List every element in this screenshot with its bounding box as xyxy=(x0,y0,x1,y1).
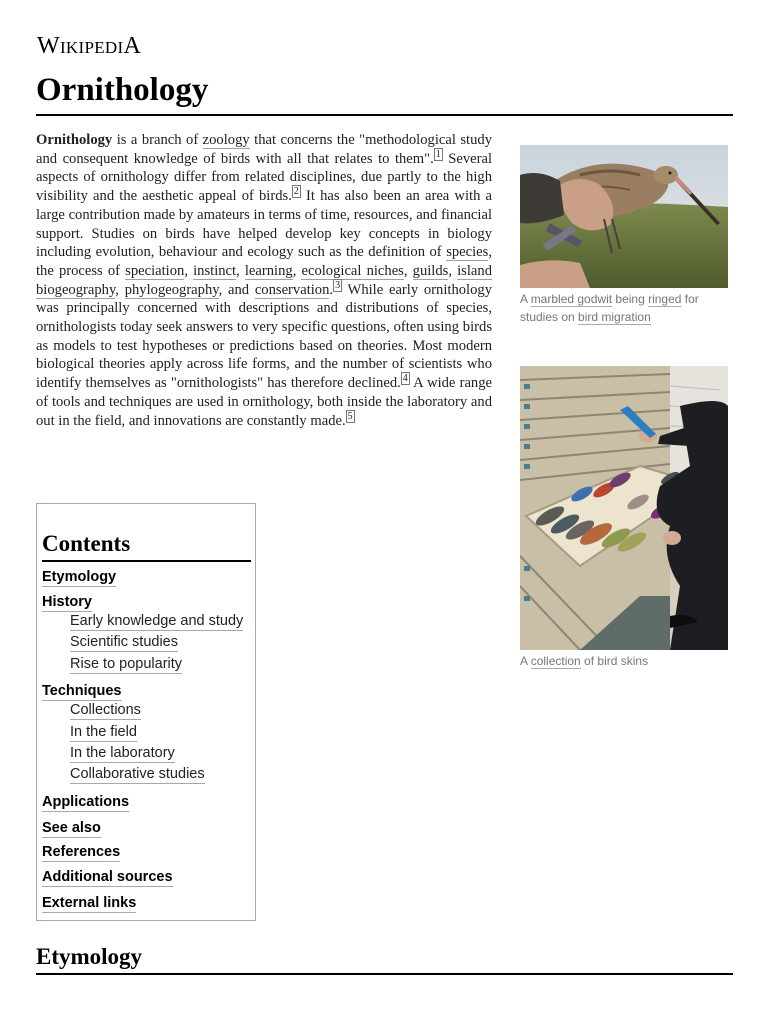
link-ecological-niches[interactable]: ecological niches xyxy=(301,262,404,279)
toc-item-rise-to-popularity[interactable]: Rise to popularity xyxy=(70,656,183,672)
toc-item-external-links[interactable]: External links xyxy=(42,895,137,911)
toc-item-in-the-laboratory[interactable]: In the laboratory xyxy=(70,745,175,761)
skins-caption: A collection of bird skins xyxy=(520,654,649,668)
toc-item-applications[interactable]: Applications xyxy=(42,794,130,810)
wikipedia-wordmark[interactable]: WIKIPEDIA xyxy=(37,33,142,59)
toc-item-scientific-studies[interactable]: Scientific studies xyxy=(70,634,178,650)
table-of-contents xyxy=(36,503,256,921)
link-zoology[interactable]: zoology xyxy=(202,132,250,148)
toc-item-techniques[interactable]: Techniques xyxy=(42,683,122,699)
link-guilds[interactable]: guilds xyxy=(412,262,449,279)
ref-2[interactable]: 2 xyxy=(293,186,299,198)
toc-item-collaborative-studies[interactable]: Collaborative studies xyxy=(70,766,205,782)
intro-paragraph: Ornithology is a branch of zoology that concerns the "methodological study and consequent knowledge of birds with all that relates to them". $^1$ Several aspects of ornithology differ from related disciplines, due partly to the high visibility and the aesthetic appeal of birds. $^2$ It has also been an area with a large contribution made by amateurs in terms of time, resources, and financial support. Studies on birds have helped develop key concepts in biology including evolution, behaviour and ecology such as the definition of species, the process of speciation, instinct, learning, ecological niches, guilds, island biogeography, phylogeography, and conservation. $^3$ While early ornithology was principally concerned with descriptions and distributions of species, ornithologists today seek answers to very specific questions, often using birds as models to test hypotheses or predictions based on theories. Most modern biological theories apply across life forms, and the number of scientists who identify themselves as "ornithologists" has therefore declined. $^4$ A wide range of tools and techniques are used in ornithology, both inside the laboratory and out in the field, and innovations are constantly made. $^5$ xyxy=(36,132,493,429)
link-marbled-godwit[interactable]: marbled godwit xyxy=(530,292,613,306)
link-conservation[interactable]: conservation xyxy=(254,281,330,298)
ref-5[interactable]: 5 xyxy=(347,410,353,422)
godwit-figure xyxy=(520,145,728,326)
link-phylogeography[interactable]: phylogeography xyxy=(124,281,219,298)
ref-3[interactable]: 3 xyxy=(335,279,341,291)
ref-1[interactable]: 1 xyxy=(435,148,441,160)
link-instinct[interactable]: instinct xyxy=(193,262,237,279)
link-collection[interactable]: collection xyxy=(530,654,581,668)
toc-item-collections[interactable]: Collections xyxy=(70,702,141,718)
toc-item-etymology[interactable]: Etymology xyxy=(42,569,117,585)
title-divider xyxy=(36,114,733,116)
toc-heading: Contents xyxy=(42,531,251,562)
link-species[interactable]: species xyxy=(446,244,489,261)
link-bird-migration[interactable]: bird migration xyxy=(578,310,651,324)
ref-4[interactable]: 4 xyxy=(402,373,408,385)
link-speciation[interactable]: speciation xyxy=(125,262,185,279)
section-heading-etymology: Etymology xyxy=(36,944,143,969)
skins-figure xyxy=(520,366,728,670)
toc-item-early-knowledge[interactable]: Early knowledge and study xyxy=(70,613,244,629)
page-title: Ornithology xyxy=(36,72,209,108)
toc-item-see-also[interactable]: See also xyxy=(42,820,101,836)
link-learning[interactable]: learning xyxy=(244,262,293,279)
toc-item-history[interactable]: History xyxy=(42,594,92,610)
godwit-photo[interactable] xyxy=(520,145,728,288)
section-divider xyxy=(36,973,733,975)
toc-item-additional-sources[interactable]: Additional sources xyxy=(42,869,173,885)
godwit-caption: A marbled godwit being ringed for studies on bird migration xyxy=(520,292,699,324)
toc-item-references[interactable]: References xyxy=(42,844,121,860)
link-island-biogeography[interactable]: island biogeography xyxy=(36,262,492,298)
link-ringed[interactable]: ringed xyxy=(648,292,682,306)
bird-skins-photo[interactable] xyxy=(520,366,728,650)
toc-item-in-the-field[interactable]: In the field xyxy=(70,724,137,740)
